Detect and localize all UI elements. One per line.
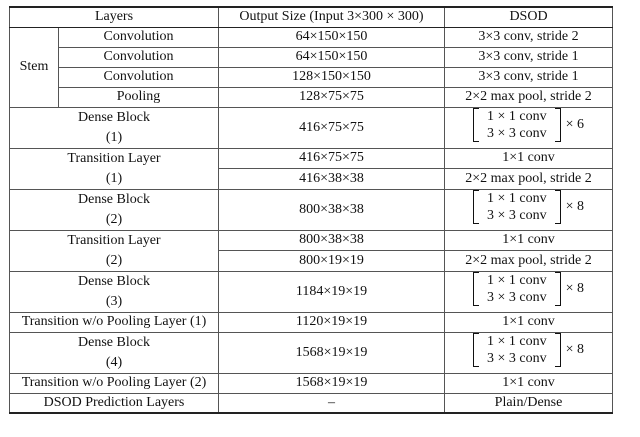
- block-conv-line: 3 × 3 conv: [486, 125, 547, 141]
- prediction-config: Plain/Dense: [445, 393, 613, 413]
- dense-block-3-label: [10, 271, 219, 312]
- dense-block-2-config: [445, 189, 613, 230]
- header-output-size: Output Size (Input 3×300 × 300): [219, 7, 445, 27]
- dense-block-3-output-size: 1184×19×19: [219, 271, 445, 312]
- header-dsod: DSOD: [445, 7, 613, 27]
- transition-1-pool-output-size: 416×38×38: [219, 169, 445, 190]
- transition-index: (2): [105, 252, 123, 268]
- transition-2-config: 1×1 conv: [445, 230, 613, 251]
- dense-block-name: Dense Block: [78, 109, 150, 125]
- right-bracket: [555, 272, 561, 306]
- header-layers: Layers: [10, 7, 219, 27]
- stem-config: 3×3 conv, stride 1: [445, 47, 613, 67]
- table-row: [10, 27, 613, 47]
- transition-no-pool-1-config: 1×1 conv: [445, 312, 613, 332]
- dense-block-index: (1): [105, 129, 123, 145]
- table-row: [10, 87, 613, 107]
- dense-block-1-config: [445, 107, 613, 148]
- table-header-row: [10, 7, 613, 27]
- dense-block-2-output-size: 800×38×38: [219, 189, 445, 230]
- prediction-layers-label: DSOD Prediction Layers: [10, 393, 219, 413]
- transition-1-pool-config: 2×2 max pool, stride 2: [445, 169, 613, 190]
- table-row: [10, 148, 613, 169]
- dense-block-2-label: [10, 189, 219, 230]
- table-row: [10, 189, 613, 230]
- dense-block-1-label: [10, 107, 219, 148]
- stem-output-size: 64×150×150: [219, 47, 445, 67]
- transition-name: Transition Layer: [67, 232, 161, 248]
- stem-config: 3×3 conv, stride 1: [445, 67, 613, 87]
- transition-2-label: [10, 230, 219, 271]
- dense-block-4-output-size: 1568×19×19: [219, 332, 445, 373]
- stem-layer-name: Convolution: [59, 47, 219, 67]
- stem-output-size: 128×150×150: [219, 67, 445, 87]
- transition-no-pool-2-label: Transition w/o Pooling Layer (2): [10, 373, 219, 393]
- transition-no-pool-1-output-size: 1120×19×19: [219, 312, 445, 332]
- block-conv-line: 1 × 1 conv: [486, 272, 547, 288]
- block-conv-line: 1 × 1 conv: [486, 333, 547, 349]
- stem-config: 2×2 max pool, stride 2: [445, 87, 613, 107]
- transition-1-config: 1×1 conv: [445, 148, 613, 169]
- table-row: [10, 230, 613, 251]
- stem-layer-name: Convolution: [59, 67, 219, 87]
- transition-1-label: [10, 148, 219, 189]
- dense-block-4-config: [445, 332, 613, 373]
- transition-no-pool-2-output-size: 1568×19×19: [219, 373, 445, 393]
- block-conv-line: 1 × 1 conv: [486, 108, 547, 124]
- dense-block-name: Dense Block: [78, 191, 150, 207]
- table-row: [10, 312, 613, 332]
- dense-block-name: Dense Block: [78, 273, 150, 289]
- transition-2-pool-output-size: 800×19×19: [219, 251, 445, 272]
- table-row: [10, 47, 613, 67]
- transition-name: Transition Layer: [67, 150, 161, 166]
- block-multiplier: × 8: [565, 341, 584, 357]
- table-row: [10, 393, 613, 413]
- dense-block-index: (3): [105, 293, 123, 309]
- block-conv-line: 1 × 1 conv: [486, 190, 547, 206]
- right-bracket: [555, 190, 561, 224]
- right-bracket: [555, 333, 561, 367]
- table-row: [10, 67, 613, 87]
- dense-block-4-label: [10, 332, 219, 373]
- block-multiplier: × 6: [565, 116, 584, 132]
- right-bracket: [555, 108, 561, 142]
- transition-no-pool-2-config: 1×1 conv: [445, 373, 613, 393]
- stem-layer-name: Convolution: [59, 27, 219, 47]
- stem-config: 3×3 conv, stride 2: [445, 27, 613, 47]
- transition-no-pool-1-label: Transition w/o Pooling Layer (1): [10, 312, 219, 332]
- dsod-architecture-table: [9, 6, 613, 414]
- stem-label: Stem: [10, 27, 59, 107]
- stem-output-size: 128×75×75: [219, 87, 445, 107]
- prediction-output-size: –: [219, 393, 445, 413]
- dsod-architecture-table-wrapper: [9, 6, 613, 414]
- dense-block-3-config: [445, 271, 613, 312]
- stem-layer-name: Pooling: [59, 87, 219, 107]
- transition-1-output-size: 416×75×75: [219, 148, 445, 169]
- dense-block-index: (2): [105, 211, 123, 227]
- dense-block-1-output-size: 416×75×75: [219, 107, 445, 148]
- block-multiplier: × 8: [565, 280, 584, 296]
- block-multiplier: × 8: [565, 198, 584, 214]
- table-row: [10, 332, 613, 373]
- dense-block-index: (4): [105, 354, 123, 370]
- stem-output-size: 64×150×150: [219, 27, 445, 47]
- transition-index: (1): [105, 170, 123, 186]
- block-conv-line: 3 × 3 conv: [486, 207, 547, 223]
- transition-2-pool-config: 2×2 max pool, stride 2: [445, 251, 613, 272]
- table-row: [10, 373, 613, 393]
- block-conv-line: 3 × 3 conv: [486, 350, 547, 366]
- dense-block-name: Dense Block: [78, 334, 150, 350]
- block-conv-line: 3 × 3 conv: [486, 289, 547, 305]
- transition-2-output-size: 800×38×38: [219, 230, 445, 251]
- table-row: [10, 271, 613, 312]
- table-row: [10, 107, 613, 148]
